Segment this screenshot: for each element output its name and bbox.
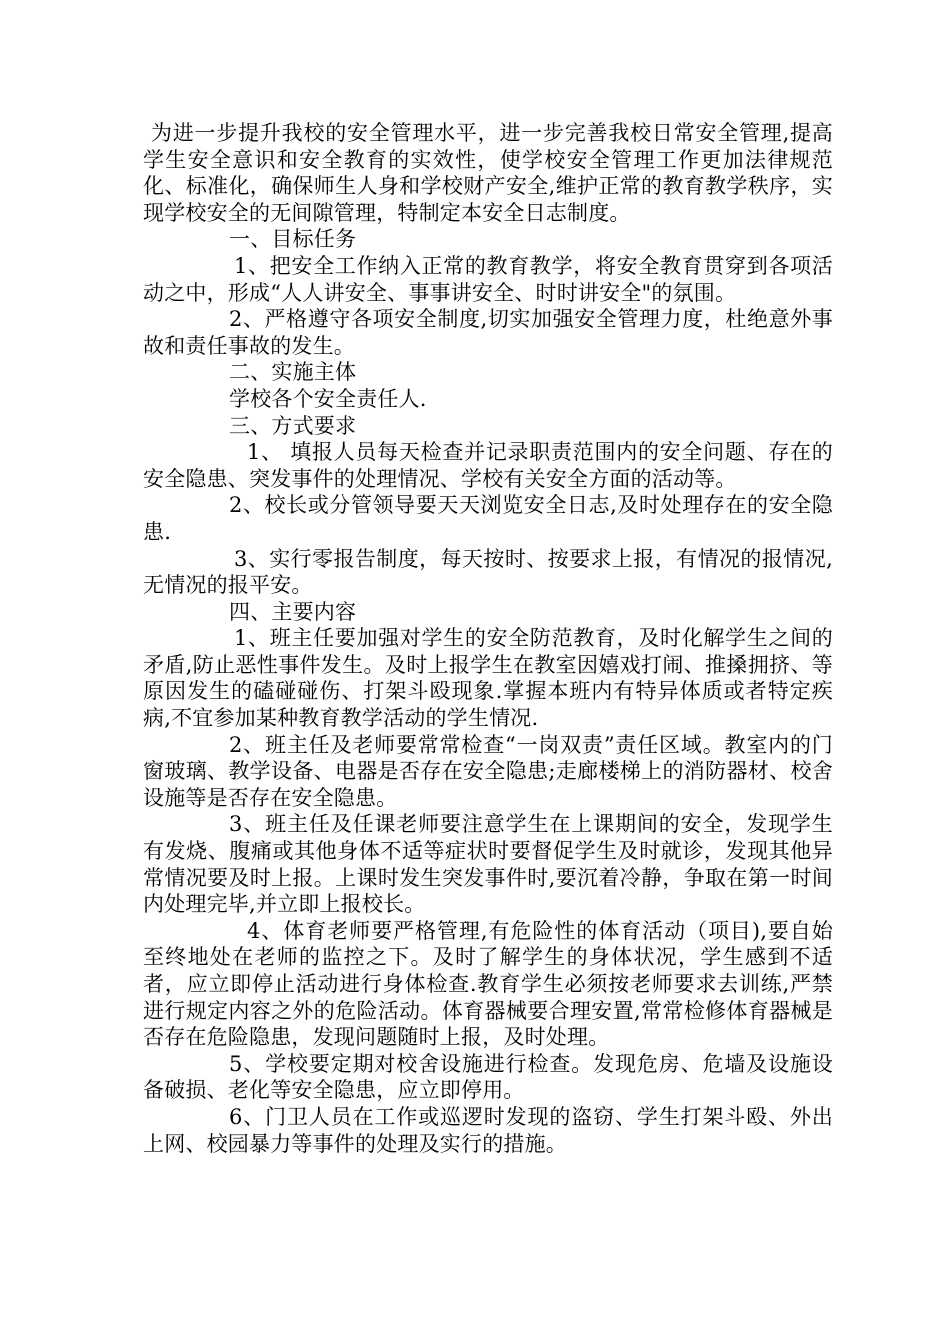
methods-item-1: 1、 填报人员每天检查并记录职责范围内的安全问题、存在的安全隐患、突发事件的处理情况、学校有关安全方面的活动等。 — [143, 440, 833, 491]
section-heading-methods: 三、方式要求 — [229, 413, 357, 438]
section-heading-subject: 二、实施主体 — [229, 360, 357, 385]
section-heading-goals: 一、目标任务 — [229, 227, 357, 252]
section-heading-content: 四、主要内容 — [229, 599, 357, 624]
goals-item-2: 2、严格遵守各项安全制度,切实加强安全管理力度，杜绝意外事故和责任事故的发生。 — [143, 307, 833, 358]
methods-item-3: 3、实行零报告制度，每天按时、按要求上报，有情况的报情况,无情况的报平安。 — [143, 546, 833, 598]
goals-item-1: 1、把安全工作纳入正常的教育教学，将安全教育贯穿到各项活动之中，形成“人人讲安全、事事讲安全、时时讲安全"的氛围。 — [143, 253, 833, 305]
content-item-6: 6、门卫人员在工作或巡逻时发现的盗窃、学生打架斗殴、外出上网、校园暴力等事件的处理及实行的措施。 — [143, 1104, 833, 1156]
methods-item-2: 2、校长或分管领导要天天浏览安全日志,及时处理存在的安全隐患. — [143, 493, 833, 544]
content-item-1: 1、班主任要加强对学生的安全防范教育，及时化解学生之间的矛盾,防止恶性事件发生。及时上报学生在教室因嬉戏打闹、推搡拥挤、等原因发生的磕碰碰伤、打架斗殴现象.掌握本班内有特异体质或者特定疾病,不宜参加某种教育教学活动的学生情况. — [143, 626, 833, 731]
subject-body: 学校各个安全责任人. — [229, 386, 427, 411]
content-item-3: 3、班主任及任课老师要注意学生在上课期间的安全，发现学生有发烧、腹痛或其他身体不适等症状时要督促学生及时就诊，发现其他异常情况要及时上报。上课时发生突发事件时,要沉着冷静，争取在第一时间内处理完毕,并立即上报校长。 — [143, 812, 833, 917]
content-item-2: 2、班主任及老师要常常检查“一岗双责”责任区域。教室内的门窗玻璃、教学设备、电器是否存在安全隐患;走廊楼梯上的消防器材、校舍设施等是否存在安全隐患。 — [143, 732, 833, 810]
document-body — [143, 120, 833, 1157]
intro-paragraph: 为进一步提升我校的安全管理水平，进一步完善我校日常安全管理,提高学生安全意识和安全教育的实效性，使学校安全管理工作更加法律规范化、标准化，确保师生人身和学校财产安全,维护正常的教育教学秩序，实现学校安全的无间隙管理，特制定本安全日志制度。 — [143, 121, 833, 225]
content-item-5: 5、学校要定期对校舍设施进行检查。发现危房、危墙及设施设备破损、老化等安全隐患，应立即停用。 — [143, 1051, 833, 1103]
content-item-4: 4、体育老师要严格管理,有危险性的体育活动（项目),要自始至终地处在老师的监控之下。及时了解学生的身体状况，学生感到不适者，应立即停止活动进行身体检查.教育学生必须按老师要求去训练,严禁进行规定内容之外的危险活动。体育器械要合理安置,常常检修体育器械是否存在危险隐患，发现问题随时上报，及时处理。 — [143, 918, 833, 1050]
